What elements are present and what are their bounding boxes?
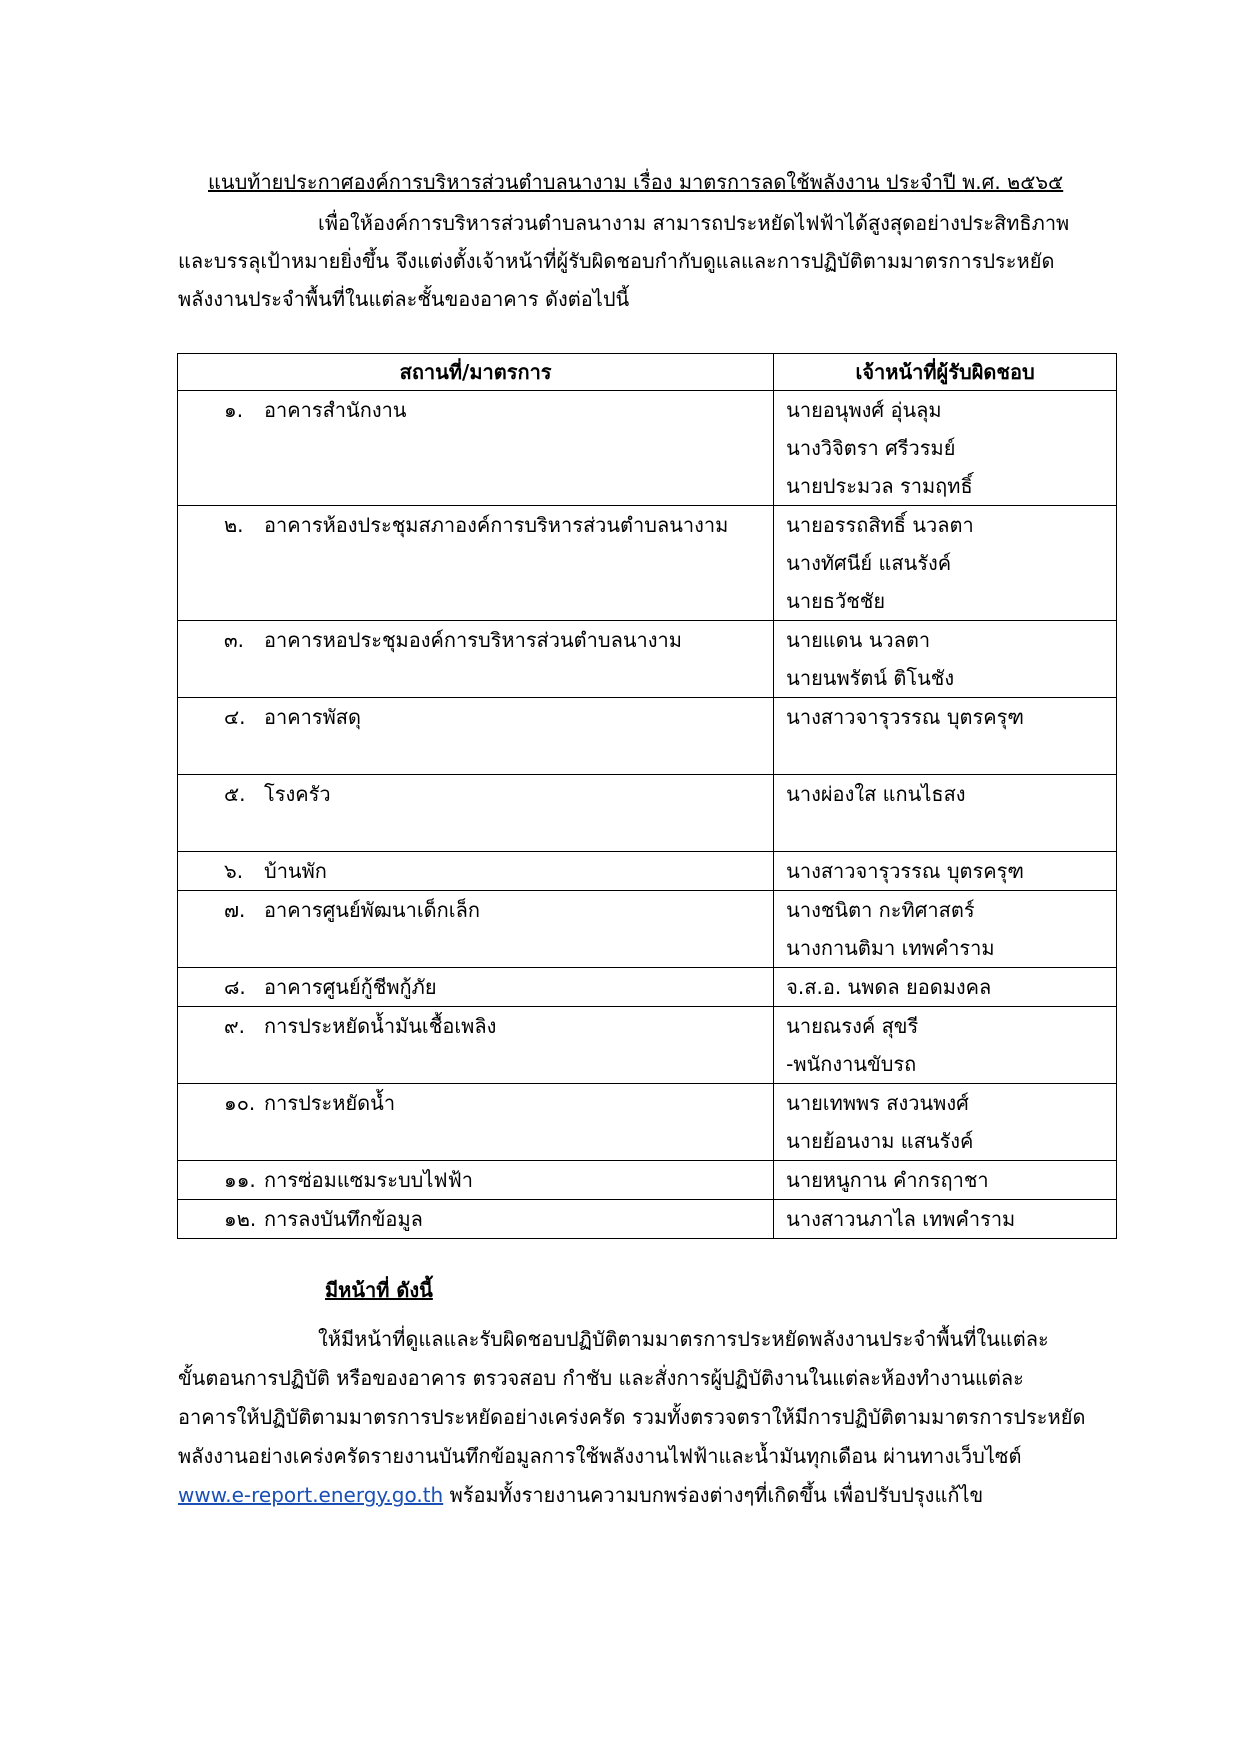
responsible-person: นางกานติมา เทพคำราม [786,936,995,960]
responsible-person: นายประมวล รามฤทธิ์ [786,474,973,498]
responsible-person: จ.ส.อ. นพดล ยอดมงคล [786,975,992,999]
responsible-cell [774,1200,1117,1239]
location-name: บ้านพัก [264,859,327,883]
responsible-person: นายหนูกาน คำกรฤาชา [786,1168,989,1192]
responsible-cell [774,506,1117,621]
table-row [178,1161,1117,1200]
item-number: ๖. [224,859,244,883]
table-row [178,1084,1117,1161]
responsible-person: นายธวัชชัย [786,589,886,613]
item-number: ๑๑. [224,1168,256,1192]
table-header-row [178,354,1117,391]
responsible-cell [774,698,1117,775]
responsible-cell [774,1007,1117,1084]
location-item [178,1200,773,1238]
location-name: โรงครัว [264,782,331,806]
website-link[interactable]: www.e-report.energy.go.th [178,1483,444,1507]
location-cell [178,698,774,775]
responsible-person: นายอนุพงศ์ อุ่นลุม [786,398,942,422]
item-number: ๑. [224,398,244,422]
intro-line: พลังงานประจำพื้นที่ในแต่ละชั้นของอาคาร ดังต่อไปนี้ [178,287,630,311]
location-name: อาคารพัสดุ [264,705,361,729]
item-number: ๙. [224,1014,246,1038]
location-cell [178,1007,774,1084]
responsible-cell [774,775,1117,852]
intro-line: และบรรลุเป้าหมายยิ่งขึ้น จึงแต่งตั้งเจ้าหน้าที่ผู้รับผิดชอบกำกับดูแลและการปฏิบัติตามมาตรการประหยัด [178,249,1055,273]
table-row [178,698,1117,775]
location-name: การประหยัดน้ำมันเชื้อเพลิง [264,1014,497,1038]
table-row [178,1200,1117,1239]
location-name: อาคารศูนย์กู้ชีพกู้ภัย [264,975,437,999]
responsible-person: นางสาวนภาไล เทพคำราม [786,1207,1016,1231]
location-name: อาคารห้องประชุมสภาองค์การบริหารส่วนตำบลนางาม [264,513,729,537]
location-name: อาคารหอประชุมองค์การบริหารส่วนตำบลนางาม [264,628,682,652]
item-number: ๓. [224,628,245,652]
duties-line: พลังงานอย่างเคร่งครัดรายงานบันทึกข้อมูลการใช้พลังงานไฟฟ้าและน้ำมันทุกเดือน ผ่านทางเว็บไซต์ [178,1444,1022,1468]
location-name: การลงบันทึกข้อมูล [264,1207,423,1231]
table-row [178,775,1117,852]
responsible-cell [774,391,1117,506]
location-item [178,1007,773,1045]
duties-line-rest: พร้อมทั้งรายงานความบกพร่องต่างๆที่เกิดขึ้น เพื่อปรับปรุงแก้ไข [443,1483,984,1507]
location-item [178,1161,773,1199]
responsible-cell [774,968,1117,1007]
location-item [178,852,773,890]
responsible-person: นายย้อนงาม แสนรังค์ [786,1129,974,1153]
document-heading: แนบท้ายประกาศองค์การบริหารส่วนตำบลนางาม เรื่อง มาตรการลดใช้พลังงาน ประจำปี พ.ศ. ๒๕๖๕ [208,170,1064,194]
responsible-person: นางสาวจารุวรรณ บุตรครุฑ [786,705,1024,729]
item-number: ๑๐. [224,1091,256,1115]
intro-line: เพื่อให้องค์การบริหารส่วนตำบลนางาม สามารถประหยัดไฟฟ้าได้สูงสุดอย่างประสิทธิภาพ [318,211,1070,235]
responsible-person: นางผ่องใส แกนไธสง [786,782,966,806]
responsible-cell [774,621,1117,698]
item-number: ๒. [224,513,244,537]
location-cell [178,391,774,506]
responsible-person: -พนักงานขับรถ [786,1052,917,1076]
responsible-person [774,813,1116,851]
location-cell [178,891,774,968]
table-row [178,1007,1117,1084]
responsible-cell [774,891,1117,968]
item-number: ๔. [224,705,246,729]
location-name: อาคารสำนักงาน [264,398,407,422]
responsible-person: นางทัศนีย์ แสนรังค์ [786,551,952,575]
responsible-person: นายนพรัตน์ ติโนชัง [786,666,955,690]
item-number: ๑๒. [224,1207,257,1231]
intro-paragraph [178,204,1118,318]
location-cell [178,1200,774,1239]
location-cell [178,621,774,698]
table-row [178,852,1117,891]
location-cell [178,506,774,621]
responsible-cell [774,852,1117,891]
responsible-person: นายเทพพร สงวนพงศ์ [786,1091,969,1115]
header-location: สถานที่/มาตรการ [178,354,774,391]
duties-line: อาคารให้ปฏิบัติตามมาตรการประหยัดอย่างเคร่งครัด รวมทั้งตรวจตราให้มีการปฏิบัติตามมาตรการประหยัด [178,1405,1086,1429]
responsibility-table [177,353,1117,1239]
location-cell [178,1084,774,1161]
responsible-cell [774,1084,1117,1161]
location-cell [178,775,774,852]
duties-title: มีหน้าที่ ดังนี้ [325,1278,433,1302]
duties-line [178,1476,1118,1515]
responsible-person [774,736,1116,774]
duties-line: ให้มีหน้าที่ดูแลและรับผิดชอบปฏิบัติตามมาตรการประหยัดพลังงานประจำพื้นที่ในแต่ละ [318,1327,1049,1351]
location-cell [178,1161,774,1200]
responsible-person: นางชนิตา กะทิศาสตร์ [786,898,975,922]
location-item [178,621,773,659]
location-item [178,775,773,813]
responsible-person: นายแดน นวลตา [786,628,931,652]
table-row [178,891,1117,968]
location-item [178,891,773,929]
item-number: ๘. [224,975,246,999]
location-item [178,698,773,736]
location-name: การประหยัดน้ำ [264,1091,396,1115]
item-number: ๗. [224,898,246,922]
responsible-person: นายอรรถสิทธิ์ นวลตา [786,513,974,537]
responsible-cell [774,1161,1117,1200]
duties-paragraph [178,1320,1118,1515]
header-responsible: เจ้าหน้าที่ผู้รับผิดชอบ [774,354,1117,391]
table-body [178,391,1117,1239]
location-item [178,1084,773,1122]
item-number: ๕. [224,782,246,806]
table-row [178,391,1117,506]
location-item [178,391,773,429]
location-item [178,968,773,1006]
responsible-person: นางวิจิตรา ศรีวรมย์ [786,436,956,460]
location-name: การซ่อมแซมระบบไฟฟ้า [264,1168,473,1192]
table-row [178,506,1117,621]
location-cell [178,852,774,891]
duties-line: ขั้นตอนการปฏิบัติ หรือของอาคาร ตรวจสอบ กำชับ และสั่งการผู้ปฏิบัติงานในแต่ละห้องทำงานแต่ละ [178,1366,1024,1390]
responsible-person: นางสาวจารุวรรณ บุตรครุฑ [786,859,1024,883]
location-cell [178,968,774,1007]
table-row [178,968,1117,1007]
table-row [178,621,1117,698]
location-item [178,506,773,544]
location-name: อาคารศูนย์พัฒนาเด็กเล็ก [264,898,480,922]
responsible-person: นายณรงค์ สุขรี [786,1014,919,1038]
